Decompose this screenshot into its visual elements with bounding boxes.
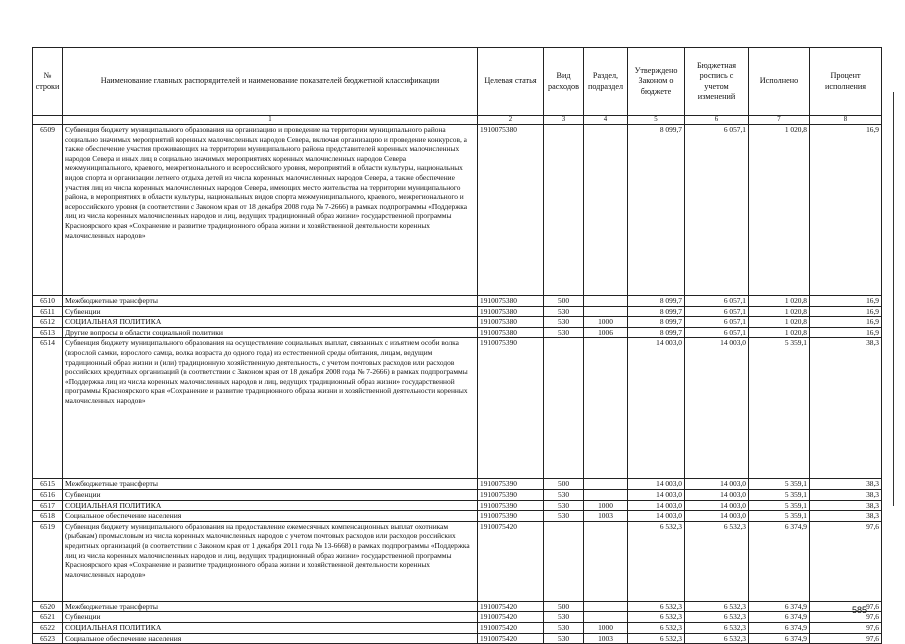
header-row: [33, 48, 882, 116]
percent-cell: 16,9: [810, 296, 882, 307]
expense-type-cell: 530: [544, 327, 584, 338]
percent-cell: 38,3: [810, 479, 882, 490]
percent-cell: 38,3: [810, 489, 882, 500]
approved-cell: 14 003,0: [628, 511, 685, 522]
name-cell: Межбюджетные трансферты: [63, 479, 478, 490]
table-row: [33, 622, 882, 633]
executed-cell: 1 020,8: [749, 327, 810, 338]
budget-schedule-cell: 14 003,0: [685, 479, 749, 490]
section-cell: 1003: [584, 511, 628, 522]
target-article-cell: 1910075380: [478, 125, 544, 296]
expense-type-cell: 530: [544, 306, 584, 317]
column-number: 7: [749, 116, 810, 125]
name-cell: Субвенции: [63, 489, 478, 500]
table-row: [33, 601, 882, 612]
header-approved: Утверждено Законом о бюджете: [628, 48, 685, 116]
executed-cell: 5 359,1: [749, 500, 810, 511]
section-cell: [584, 489, 628, 500]
section-cell: [584, 338, 628, 479]
row-number-cell: 6518: [33, 511, 63, 522]
percent-cell: 16,9: [810, 125, 882, 296]
approved-cell: 6 532,3: [628, 521, 685, 601]
target-article-cell: 1910075390: [478, 338, 544, 479]
budget-schedule-cell: 14 003,0: [685, 489, 749, 500]
section-cell: 1006: [584, 327, 628, 338]
expense-type-cell: 530: [544, 511, 584, 522]
percent-cell: 16,9: [810, 306, 882, 317]
percent-cell: 97,6: [810, 622, 882, 633]
section-cell: [584, 479, 628, 490]
row-number-cell: 6519: [33, 521, 63, 601]
target-article-cell: 1910075390: [478, 511, 544, 522]
row-number-cell: 6523: [33, 633, 63, 644]
section-cell: 1000: [584, 317, 628, 328]
header-section: Раздел, подраздел: [584, 48, 628, 116]
table-row: [33, 296, 882, 307]
budget-table: [32, 47, 882, 644]
section-cell: [584, 125, 628, 296]
budget-schedule-cell: 14 003,0: [685, 511, 749, 522]
table-row: [33, 125, 882, 296]
approved-cell: 6 532,3: [628, 633, 685, 644]
name-cell: Социальное обеспечение населения: [63, 511, 478, 522]
percent-cell: 97,6: [810, 633, 882, 644]
budget-document: [32, 47, 881, 644]
expense-type-cell: 500: [544, 601, 584, 612]
approved-cell: 14 003,0: [628, 479, 685, 490]
row-number-cell: 6511: [33, 306, 63, 317]
table-row: [33, 306, 882, 317]
name-cell: Субвенция бюджету муниципального образования на осуществление социальных выплат, связанных с изъятием особи волка (взрослой самки, взрослого самца, волка возраста до одного года) из естественной среды обитания, лицам, ведущим традиционный образ жизни и (или) традиционную хозяйственную деятельность, с учетом почтовых расходов или расходов российских кредитных организаций (в соответствии с Законом края от 18 декабря 2008 года № 7-2666) в рамках подпрограммы «Поддержка лиц из числа коренных малочисленных народов и лиц, ведущих традиционный образ жизни» государственной программы Красноярского края «Сохранение и развитие традиционного образа жизни и хозяйственной деятельности коренных малочисленных народов»: [63, 338, 478, 479]
budget-schedule-cell: 6 532,3: [685, 601, 749, 612]
column-number: 1: [63, 116, 478, 125]
table-row: [33, 327, 882, 338]
expense-type-cell: [544, 521, 584, 601]
percent-cell: 97,6: [810, 521, 882, 601]
budget-schedule-cell: 6 057,1: [685, 327, 749, 338]
table-body: [33, 125, 882, 644]
executed-cell: 6 374,9: [749, 612, 810, 623]
approved-cell: 6 532,3: [628, 622, 685, 633]
column-number: 3: [544, 116, 584, 125]
header-executed: Исполнено: [749, 48, 810, 116]
row-number-cell: 6512: [33, 317, 63, 328]
budget-schedule-cell: 6 532,3: [685, 612, 749, 623]
expense-type-cell: 500: [544, 479, 584, 490]
column-number: 6: [685, 116, 749, 125]
budget-schedule-cell: 6 057,1: [685, 125, 749, 296]
row-number-cell: 6522: [33, 622, 63, 633]
column-number: [33, 116, 63, 125]
expense-type-cell: 530: [544, 317, 584, 328]
expense-type-cell: 530: [544, 622, 584, 633]
section-cell: [584, 601, 628, 612]
executed-cell: 6 374,9: [749, 521, 810, 601]
budget-schedule-cell: 14 003,0: [685, 338, 749, 479]
expense-type-cell: 530: [544, 612, 584, 623]
target-article-cell: 1910075380: [478, 296, 544, 307]
name-cell: СОЦИАЛЬНАЯ ПОЛИТИКА: [63, 317, 478, 328]
executed-cell: 1 020,8: [749, 317, 810, 328]
column-number: 4: [584, 116, 628, 125]
expense-type-cell: 530: [544, 489, 584, 500]
row-number-cell: 6516: [33, 489, 63, 500]
name-cell: Другие вопросы в области социальной политики: [63, 327, 478, 338]
table-row: [33, 489, 882, 500]
name-cell: Субвенции: [63, 306, 478, 317]
budget-schedule-cell: 14 003,0: [685, 500, 749, 511]
section-cell: 1000: [584, 622, 628, 633]
row-number-cell: 6517: [33, 500, 63, 511]
name-cell: Субвенция бюджету муниципального образования на организацию и проведение на территории муниципального района социально значимых мероприятий коренных малочисленных народов Севера, включая организацию и проведение конкурсов, а также обеспечение участия проживающих на территории муниципального района представителей коренных малочисленных народов Севера и иных лиц в социально значимых мероприятиях коренных малочисленных народов Севера межмуниципального, краевого, межрегионального и всероссийского уровня, мероприятий в области культуры, национальных видов спорта и организации летнего отдыха детей из числа коренных малочисленных народов Севера, а также обеспечение участия лиц из числа коренных малочисленных народов Севера, имеющих место жительства на территории муниципального района, в мероприятиях в области культуры, национальных видов спорта межмуниципального, краевого, межрегионального и всероссийского уровня (в соответствии с Законом края от 18 декабря 2008 года № 7-2666) в рамках подпрограммы «Поддержка лиц из числа коренных малочисленных народов и лиц, ведущих традиционный образ жизни» государственной программы Красноярского края «Сохранение и развитие традиционного образа жизни и хозяйственной деятельности коренных малочисленных народов»: [63, 125, 478, 296]
budget-schedule-cell: 6 057,1: [685, 306, 749, 317]
name-cell: Межбюджетные трансферты: [63, 601, 478, 612]
executed-cell: 5 359,1: [749, 479, 810, 490]
row-number-cell: 6520: [33, 601, 63, 612]
percent-cell: 97,6: [810, 612, 882, 623]
table-row: [33, 317, 882, 328]
expense-type-cell: [544, 338, 584, 479]
budget-schedule-cell: 6 532,3: [685, 633, 749, 644]
row-number-cell: 6510: [33, 296, 63, 307]
budget-schedule-cell: 6 057,1: [685, 296, 749, 307]
name-cell: СОЦИАЛЬНАЯ ПОЛИТИКА: [63, 500, 478, 511]
header-percent: Процент исполнения: [810, 48, 882, 116]
target-article-cell: 1910075380: [478, 306, 544, 317]
approved-cell: 14 003,0: [628, 489, 685, 500]
executed-cell: 5 359,1: [749, 338, 810, 479]
section-cell: 1000: [584, 500, 628, 511]
header-name: Наименование главных распорядителей и наименование показателей бюджетной классификации: [63, 48, 478, 116]
target-article-cell: 1910075390: [478, 479, 544, 490]
section-cell: [584, 296, 628, 307]
executed-cell: 1 020,8: [749, 306, 810, 317]
target-article-cell: 1910075420: [478, 521, 544, 601]
budget-schedule-cell: 6 532,3: [685, 521, 749, 601]
name-cell: Социальное обеспечение населения: [63, 633, 478, 644]
percent-cell: 38,3: [810, 500, 882, 511]
column-number: 2: [478, 116, 544, 125]
column-number: 5: [628, 116, 685, 125]
row-number-cell: 6514: [33, 338, 63, 479]
section-cell: [584, 521, 628, 601]
target-article-cell: 1910075420: [478, 633, 544, 644]
expense-type-cell: [544, 125, 584, 296]
approved-cell: 14 003,0: [628, 500, 685, 511]
approved-cell: 14 003,0: [628, 338, 685, 479]
executed-cell: 6 374,9: [749, 633, 810, 644]
row-number-cell: 6509: [33, 125, 63, 296]
header-expense-type: Вид расходов: [544, 48, 584, 116]
target-article-cell: 1910075390: [478, 500, 544, 511]
budget-schedule-cell: 6 057,1: [685, 317, 749, 328]
percent-cell: 16,9: [810, 327, 882, 338]
header-budget-schedule: Бюджетная роспись с учетом изменений: [685, 48, 749, 116]
percent-cell: 38,3: [810, 338, 882, 479]
table-row: [33, 633, 882, 644]
percent-cell: 97,6: [810, 601, 882, 612]
table-row: [33, 612, 882, 623]
executed-cell: 1 020,8: [749, 125, 810, 296]
row-number-cell: 6521: [33, 612, 63, 623]
percent-cell: 16,9: [810, 317, 882, 328]
target-article-cell: 1910075380: [478, 317, 544, 328]
approved-cell: 8 099,7: [628, 296, 685, 307]
executed-cell: 5 359,1: [749, 511, 810, 522]
percent-cell: 38,3: [810, 511, 882, 522]
section-cell: [584, 306, 628, 317]
table-row: [33, 500, 882, 511]
name-cell: СОЦИАЛЬНАЯ ПОЛИТИКА: [63, 622, 478, 633]
name-cell: Субвенция бюджету муниципального образования на предоставление ежемесячных компенсационных выплат охотникам (рыбакам) промысловым из числа коренных малочисленных народов с учетом почтовых расходов или расходов российских кредитных организаций (в соответствии с Законом края от 1 декабря 2011 года № 13-6668) в рамках подпрограммы «Поддержка лиц из числа коренных малочисленных народов и лиц, ведущих традиционный образ жизни» государственной программы Красноярского края «Сохранение и развитие традиционного образа жизни и хозяйственной деятельности коренных малочисленных народов»: [63, 521, 478, 601]
approved-cell: 6 532,3: [628, 601, 685, 612]
name-cell: Межбюджетные трансферты: [63, 296, 478, 307]
expense-type-cell: 530: [544, 633, 584, 644]
header-target-article: Целевая статья: [478, 48, 544, 116]
target-article-cell: 1910075420: [478, 601, 544, 612]
row-number-cell: 6513: [33, 327, 63, 338]
header-row-number: № строки: [33, 48, 63, 116]
approved-cell: 6 532,3: [628, 612, 685, 623]
column-number-row: [33, 116, 882, 125]
expense-type-cell: 500: [544, 296, 584, 307]
name-cell: Субвенции: [63, 612, 478, 623]
target-article-cell: 1910075380: [478, 327, 544, 338]
executed-cell: 5 359,1: [749, 489, 810, 500]
target-article-cell: 1910075420: [478, 612, 544, 623]
row-number-cell: 6515: [33, 479, 63, 490]
table-row: [33, 521, 882, 601]
target-article-cell: 1910075420: [478, 622, 544, 633]
executed-cell: 1 020,8: [749, 296, 810, 307]
target-article-cell: 1910075390: [478, 489, 544, 500]
budget-schedule-cell: 6 532,3: [685, 622, 749, 633]
approved-cell: 8 099,7: [628, 125, 685, 296]
executed-cell: 6 374,9: [749, 622, 810, 633]
approved-cell: 8 099,7: [628, 306, 685, 317]
table-row: [33, 338, 882, 479]
approved-cell: 8 099,7: [628, 317, 685, 328]
table-row: [33, 479, 882, 490]
column-number: 8: [810, 116, 882, 125]
section-cell: [584, 612, 628, 623]
executed-cell: 6 374,9: [749, 601, 810, 612]
table-row: [33, 511, 882, 522]
margin-rule: [893, 92, 894, 506]
page-number: 585: [852, 605, 868, 615]
approved-cell: 8 099,7: [628, 327, 685, 338]
expense-type-cell: 530: [544, 500, 584, 511]
section-cell: 1003: [584, 633, 628, 644]
